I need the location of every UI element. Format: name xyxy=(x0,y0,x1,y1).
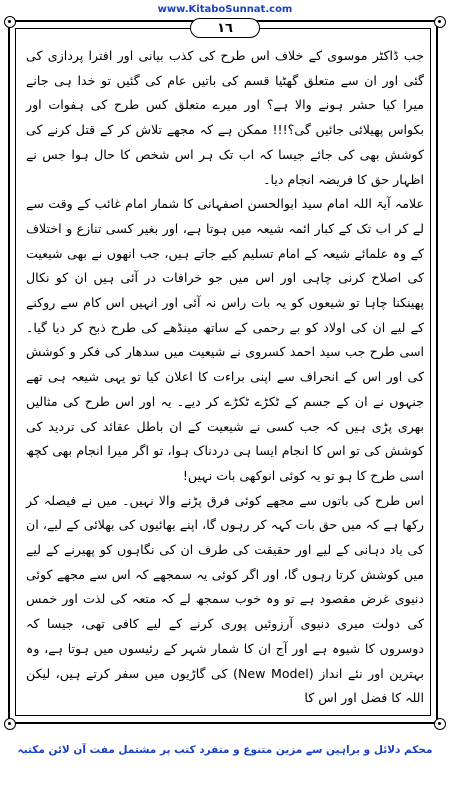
paragraph: اس طرح کی باتوں سے مجھے کوئی فرق پڑنے والا نہیں۔ میں نے فیصلہ کر رکھا ہے کہ میں حق بات کہہ کر رہوں گا، اپنے بھائیوں کی بھلائی کے لیے، ان کی یاد دہانی کے لیے اور حقیقت کی طرف ان کی نگاہوں کو پھیرنے کے لیے میں کوشش کرتا رہوں گا، اور اگر کوئی یہ سمجھے کہ اس سے مجھے کوئی دنیوی غرض مقصود ہے تو وہ خوب سمجھ لے کہ متعہ کی لذت اور خمس کی دولت میری دنیوی آرزوئیں پوری کرنے کے لیے کافی تھی، جیسا کہ دوسروں کا شیوہ ہے اور آج ان کا شمار شہر کے رئیسوں میں ہوتا ہے، وہ بہترین اور نئے انداز (New Model) کی گاڑیوں میں سفر کرتے ہیں، لیکن اللہ کا فضل اور اس کا xyxy=(26,492,424,706)
corner-ornament-top-left xyxy=(4,16,16,28)
corner-ornament-top-right xyxy=(434,16,446,28)
site-url[interactable]: www.KitaboSunnat.com xyxy=(157,4,293,15)
page-body xyxy=(26,44,424,716)
page-number: ١٦ xyxy=(190,18,260,38)
footer-tagline: محکم دلائل و براہین سے مزین متنوع و منفرد کتب پر مشتمل مفت آن لائن مکتبہ xyxy=(17,744,433,756)
paragraph: جب ڈاکٹر موسوی کے خلاف اس طرح کی کذب بیانی اور افترا پردازی کی گئی اور ان سے متعلق گھٹیا قسم کی باتیں عام کی گئیں تو خدا ہی جانے میرا کیا حشر ہونے والا ہے؟ اور میرے متعلق کس طرح کی ہفوات اور بکواس پھیلائی جائیں گی؟!!! ممکن ہے کہ مجھے تلاش کر کے قتل کرنے کی کوشش بھی کی جائے جیسا کہ اب تک ہر اس شخص کا حال ہوا جس نے اظہار حق کا فریضہ انجام دیا۔ xyxy=(26,48,424,187)
corner-ornament-bottom-right xyxy=(434,718,446,730)
corner-ornament-bottom-left xyxy=(4,718,16,730)
paragraph: علامہ آیۃ اللہ امام سید ابوالحسن اصفہانی کا شمار امام غائب کے وقت سے لے کر اب تک کے کبار ائمہ شیعہ میں ہوتا ہے، اور بغیر کسی تنازع و اختلاف کے وہ علمائے شیعہ کے امام تسلیم کیے جاتے ہیں، جب انھوں نے بھی شیعیت کی اصلاح کرنی چاہی اور اس میں جو خرافات در آئی ہیں ان کو نکال پھینکنا چاہا تو شیعوں کو یہ بات راس نہ آئی اور انہیں اس کام سے روکنے کے لیے ان کی اولاد کو بے رحمی کے ساتھ مینڈھے کی طرح ذبح کر دیا گیا۔ اسی طرح جب سید احمد کسروی نے شیعیت میں سدھار کی فکر و کوشش کی اور اس کے انحراف سے اپنی براءت کا اعلان کیا تو یہی شیعہ ہی تھے جنہوں نے ان کے جسم کے ٹکڑے ٹکڑے کر دیے۔ یہ اور اس طرح کی مثالیں بھری پڑی ہیں کہ جب کسی نے شیعیت کے ان باطل عقائد کی تردید کی کوشش کی تو اس کا انجام ایسا ہی دردناک ہوا، تو اگر میرا انجام بھی کچھ اسی طرح کا ہو تو یہ کوئی انوکھی بات نہیں! xyxy=(26,196,424,483)
